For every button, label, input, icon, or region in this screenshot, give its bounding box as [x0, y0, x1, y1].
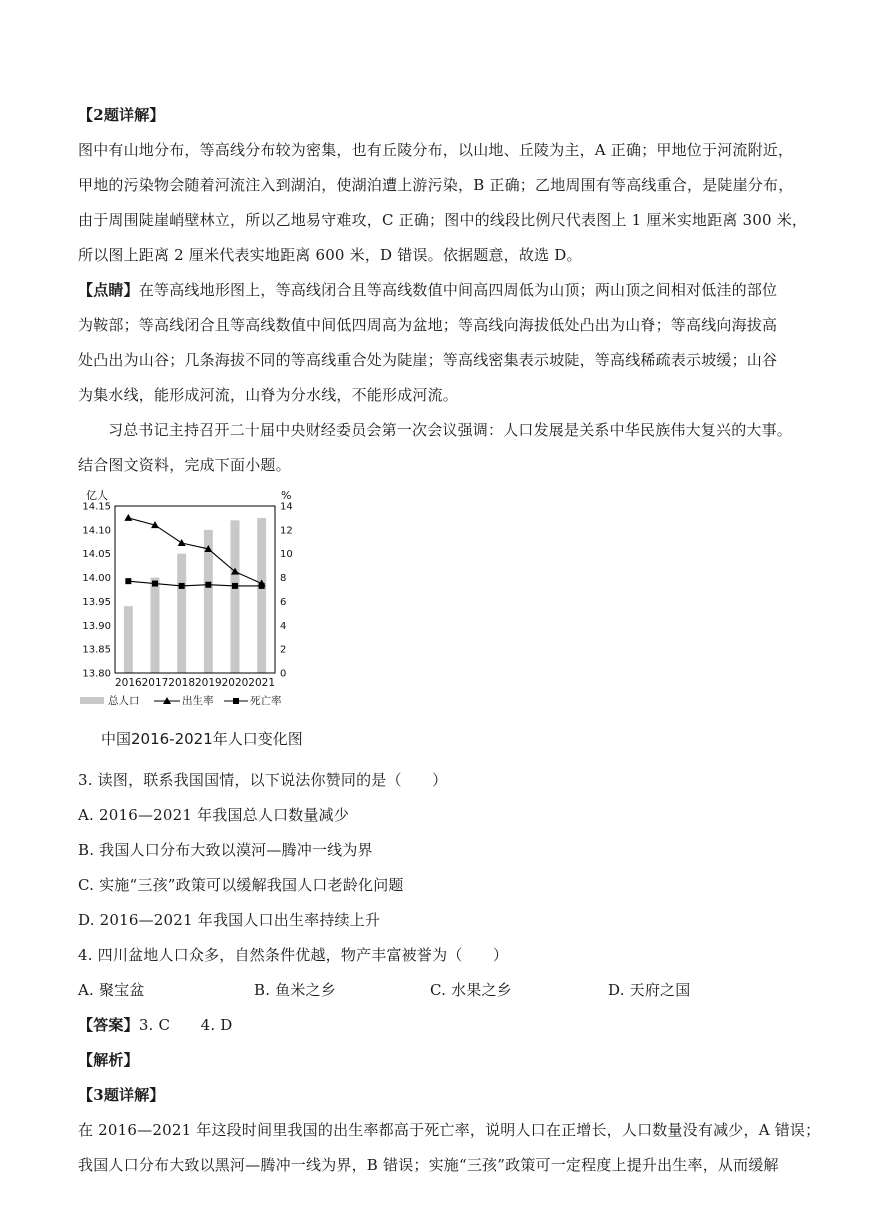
analysis-label: 【解析】	[78, 1051, 139, 1069]
legend-bar-swatch	[80, 697, 104, 704]
legend-label-birth: 出生率	[182, 695, 214, 707]
y-left-tick-label: 14.10	[82, 525, 111, 537]
q4-option-d: D. 天府之国	[608, 981, 691, 999]
y-left-tick-label: 13.85	[82, 644, 111, 656]
section2-line: 所以图上距离 2 厘米代表实地距离 600 米，D 错误。依据题意，故选 D。	[78, 246, 582, 264]
tip-text: 在等高线地形图上，等高线闭合且等高线数值中间高四周低为山顶；两山顶之间相对低洼的部位	[138, 281, 778, 299]
y-right-tick-label: 6	[280, 596, 287, 608]
intro-line: 习总书记主持召开二十届中央财经委员会第一次会议强调：人口发展是关系中华民族伟大复兴的大事。	[108, 421, 793, 439]
intro-line: 结合图文资料，完成下面小题。	[78, 456, 291, 474]
y-left-tick-label: 14.15	[82, 501, 111, 513]
y-right-tick-label: 10	[280, 549, 293, 561]
tip-label: 【点睛】	[78, 281, 139, 299]
death-rate-point	[205, 582, 211, 588]
series-line-birth-rate	[128, 518, 261, 584]
answer-label: 【答案】	[78, 1016, 139, 1034]
y-left-tick-label: 14.00	[82, 573, 111, 585]
q3-option-c: C. 实施“三孩”政策可以缓解我国人口老龄化问题	[78, 876, 404, 894]
death-rate-point	[125, 578, 131, 584]
section3-line: 我国人口分布大致以黑河—腾冲一线为界，B 错误；实施“三孩”政策可一定程度上提升出生率，从而缓解	[78, 1156, 779, 1174]
y-right-tick-label: 0	[280, 668, 287, 680]
section2-line: 图中有山地分布，等高线分布较为密集，也有丘陵分布，以山地、丘陵为主，A 正确；甲地位于河流附近，	[78, 141, 794, 159]
y-left-tick-label: 13.80	[82, 668, 111, 680]
x-tick-label: 2016	[114, 677, 142, 689]
y-left-tick-label: 13.90	[82, 620, 111, 632]
y-right-axis-label: %	[281, 489, 292, 502]
section2-line: 甲地的污染物会随着河流注入到湖泊，使湖泊遭上游污染，B 正确；乙地周围有等高线重合，是陡崖分布，	[78, 176, 794, 194]
population-chart	[78, 488, 800, 723]
death-rate-point	[232, 583, 238, 589]
q4-option-c: C. 水果之乡	[430, 981, 512, 999]
bar-total-population	[231, 520, 240, 673]
q4-option-b: B. 鱼米之乡	[254, 981, 336, 999]
section3-heading: 【3题详解】	[78, 1086, 165, 1104]
x-tick-label: 2020	[221, 677, 249, 689]
legend-label-death: 死亡率	[250, 695, 282, 707]
tip-line: 为鞍部；等高线闭合且等高线数值中间低四周高为盆地；等高线向海拔低处凸出为山脊；等高线向海拔高	[78, 316, 778, 334]
y-right-tick-label: 14	[280, 501, 293, 513]
y-right-tick-label: 4	[280, 620, 287, 632]
q3-option-a: A. 2016—2021 年我国总人口数量减少	[78, 806, 350, 824]
birth-rate-point	[124, 514, 132, 521]
q3-option-d: D. 2016—2021 年我国人口出生率持续上升	[78, 911, 381, 929]
legend-death-marker	[233, 698, 239, 704]
y-right-tick-label: 12	[280, 525, 293, 537]
y-left-tick-label: 13.95	[82, 596, 111, 608]
population-chart-svg	[78, 488, 318, 723]
answer-text: 3. C 4. D	[138, 1016, 233, 1034]
y-left-axis-label: 亿人	[86, 489, 108, 502]
document-page	[78, 98, 821, 1183]
tip-line	[78, 273, 800, 308]
section2-line: 由于周围陡崖峭壁林立，所以乙地易守难攻，C 正确；图中的线段比例尺代表图上 1 厘米实地距离 300 米，	[78, 211, 808, 229]
x-tick-label: 2018	[168, 677, 196, 689]
bar-total-population	[257, 518, 266, 673]
q4-options	[78, 973, 800, 1008]
x-tick-label: 2017	[141, 677, 169, 689]
bar-total-population	[151, 578, 160, 673]
tip-line: 处凸出为山谷；几条海拔不同的等高线重合处为陡崖；等高线密集表示坡陡，等高线稀疏表示坡缓；山谷	[78, 351, 778, 369]
section3-line: 在 2016—2021 年这段时间里我国的出生率都高于死亡率，说明人口在正增长，人口数量没有减少，A 错误；	[78, 1121, 821, 1139]
death-rate-point	[179, 583, 185, 589]
tip-line: 为集水线，能形成河流，山脊为分水线，不能形成河流。	[78, 386, 459, 404]
x-tick-label: 2021	[248, 677, 276, 689]
q3-stem: 3. 读图，联系我国国情，以下说法你赞同的是（ ）	[78, 771, 448, 789]
x-tick-label: 2019	[194, 677, 222, 689]
y-left-tick-label: 14.05	[82, 549, 111, 561]
birth-rate-point	[178, 539, 186, 546]
chart-caption: 中国2016-2021年人口变化图	[101, 730, 303, 748]
section2-heading: 【2题详解】	[78, 106, 165, 124]
plot-frame	[115, 506, 275, 673]
y-right-tick-label: 2	[280, 644, 287, 656]
death-rate-point	[259, 583, 265, 589]
q4-stem: 4. 四川盆地人口众多，自然条件优越，物产丰富被誉为（ ）	[78, 946, 509, 964]
answer-line	[78, 1008, 800, 1043]
death-rate-point	[152, 581, 158, 587]
y-right-tick-label: 8	[280, 573, 287, 585]
bar-total-population	[177, 554, 186, 673]
series-line-death-rate	[128, 581, 261, 586]
legend-label-total: 总人口	[108, 695, 140, 707]
bar-total-population	[124, 606, 133, 673]
q3-option-b: B. 我国人口分布大致以漠河—腾冲一线为界	[78, 841, 373, 859]
q4-option-a: A. 聚宝盆	[78, 981, 145, 999]
